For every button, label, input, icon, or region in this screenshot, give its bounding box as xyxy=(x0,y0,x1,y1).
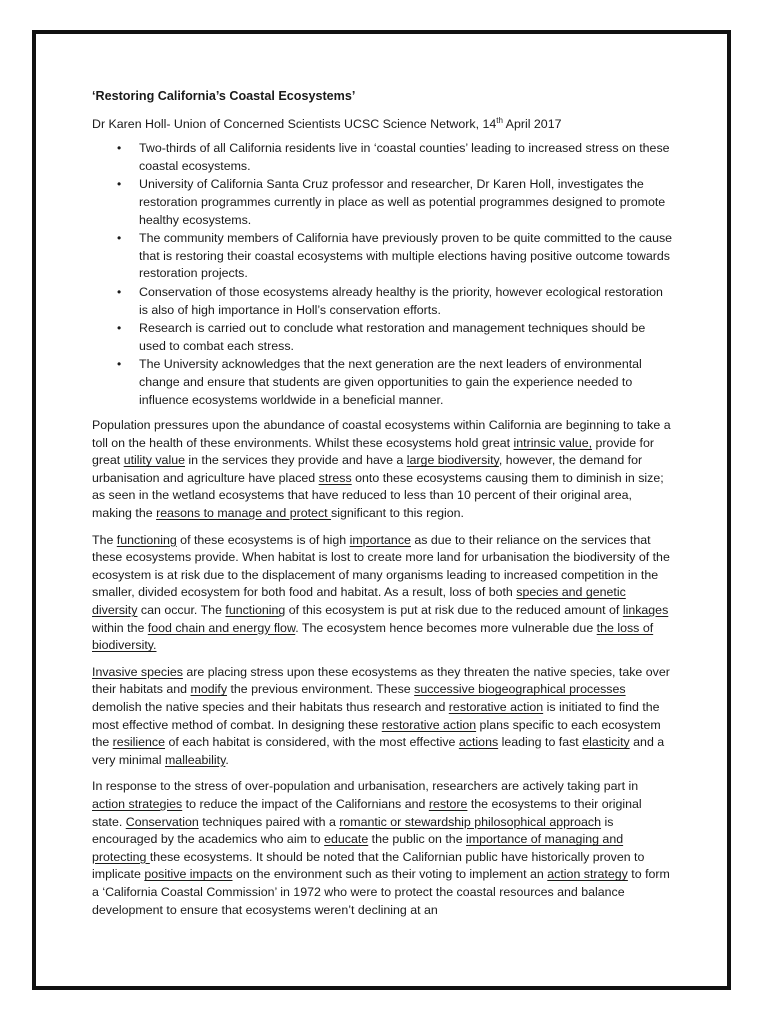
key-term: utility value xyxy=(123,453,185,468)
document-body xyxy=(92,88,674,928)
key-term: Invasive species xyxy=(92,664,183,679)
bullet-text: Two-thirds of all California residents live in ‘coastal counties’ leading to increased stress on these coastal ecosystems. xyxy=(139,141,670,173)
key-term: positive impacts xyxy=(144,867,233,882)
paragraph-text: is initiated to find the most effective method of combat. In designing these xyxy=(92,700,660,732)
bullet-dot-icon: • xyxy=(117,284,122,299)
key-term: linkages xyxy=(622,603,669,618)
key-term: action strategies xyxy=(92,796,183,811)
paragraph-text: the previous environment. These xyxy=(227,682,415,697)
paragraph-text: onto these ecosystems causing them to diminish in size; as seen in the wetland ecosystems that have reduced to less than 10 percent of their original area, making the xyxy=(92,470,664,521)
paragraph-text: within the xyxy=(92,620,148,635)
subtitle-date-suffix: April 2017 xyxy=(502,116,562,131)
paragraph-text: of this ecosystem is put at risk due to the reduced amount of xyxy=(285,603,623,618)
paragraph-text: . xyxy=(225,752,229,767)
bullet-item xyxy=(92,284,674,319)
subtitle-superscript: th xyxy=(496,115,503,125)
bullet-dot-icon: • xyxy=(117,357,122,372)
bullet-text: Conservation of those ecosystems already healthy is the priority, however ecological restoration is also of high importance in Holl’s conservation efforts. xyxy=(139,284,663,317)
paragraph-text: to form a ‘California Coastal Commission’ in 1972 who were to protect the coastal resources and balance development to ensure that ecosystems weren’t declining at an xyxy=(92,867,670,917)
bullet-dot-icon: • xyxy=(117,177,122,192)
subtitle-text: Dr Karen Holl- Union of Concerned Scientists UCSC Science Network, 14 xyxy=(92,116,497,131)
key-term: functioning xyxy=(116,532,177,547)
bullet-dot-icon: • xyxy=(117,321,122,336)
key-term: large biodiversity xyxy=(406,453,499,468)
key-term: romantic or stewardship philosophical approach xyxy=(339,814,602,829)
document-title: ‘Restoring California’s Coastal Ecosystems’ xyxy=(92,89,356,103)
key-term: species and genetic diversity xyxy=(92,585,626,618)
paragraph-text: . The ecosystem hence becomes more vulnerable due xyxy=(295,620,597,635)
key-term: food chain and energy flow xyxy=(147,620,296,635)
paragraph-functioning xyxy=(92,532,674,655)
paragraph-invasive-species xyxy=(92,664,674,770)
key-term: successive biogeographical processes xyxy=(414,682,626,697)
key-term: the loss of biodiversity. xyxy=(92,620,654,653)
paragraph-text: The xyxy=(92,532,117,547)
paragraph-text: demolish the native species and their habitats thus research and xyxy=(92,700,449,714)
key-term: functioning xyxy=(225,603,286,618)
key-term: malleability xyxy=(164,752,226,767)
bullet-dot-icon: • xyxy=(117,231,122,246)
paragraph-text: of each habitat is considered, with the most effective xyxy=(165,735,459,750)
paragraph-text: the public on the xyxy=(368,832,467,847)
bullet-item xyxy=(92,320,674,355)
paragraph-response-strategies xyxy=(92,778,674,919)
paragraph-text: as due to their reliance on the services that these ecosystems provide. When habitat is lost to create more land for urbanisation the biodiversity of the ecosystem is at risk due to the displacement of many organisms leading to increased competition in the smaller, divided ecosystem for both food and habitat. As a result, loss of both xyxy=(92,532,670,600)
bullet-text: The University acknowledges that the next generation are the next leaders of environmental change and ensure that students are given opportunities to gain the experience needed to influence ecosystems worldwide in a beneficial manner. xyxy=(139,357,642,407)
paragraph-text: are placing stress upon these ecosystems as they threaten the native species, take over their habitats and xyxy=(92,664,670,697)
paragraph-text: plans specific to each ecosystem the xyxy=(92,717,661,750)
paragraph-text: leading to fast xyxy=(498,735,583,750)
bullet-text: University of California Santa Cruz professor and researcher, Dr Karen Holl, investigates the restoration programmes currently in place as well as potential programmes designed to promote healthy ecosystems. xyxy=(139,177,666,227)
paragraph-text: techniques paired with a xyxy=(198,814,340,829)
paragraph-population-pressures xyxy=(92,417,674,523)
bullet-item xyxy=(92,140,674,175)
key-term: intrinsic value, xyxy=(513,435,593,450)
paragraph-text: is encouraged by the academics who aim to xyxy=(92,814,614,847)
paragraph-text: in the services they provide and have a xyxy=(184,453,407,468)
bullet-dot-icon: • xyxy=(117,141,122,156)
key-term: elasticity xyxy=(582,735,630,750)
summary-bullet-list xyxy=(92,140,674,409)
key-term: importance xyxy=(349,532,411,547)
key-term: stress xyxy=(318,470,352,485)
key-term: resilience xyxy=(112,735,166,750)
paragraph-text: the ecosystems to their original state. xyxy=(92,796,642,829)
key-term: importance of managing and protecting xyxy=(92,832,624,864)
key-term: Conservation xyxy=(125,814,199,829)
key-term: restorative action xyxy=(448,700,544,714)
paragraph-text: provide for great xyxy=(92,435,655,468)
bullet-text: Research is carried out to conclude what restoration and management techniques should be used to combat each stress. xyxy=(139,321,646,353)
paragraph-text: Population pressures upon the abundance of coastal ecosystems within California are beginning to take a toll on the health of these environments. Whilst these ecosystems hold great xyxy=(92,418,671,450)
paragraph-text: of these ecosystems is of high xyxy=(176,532,350,547)
key-term: restorative action xyxy=(381,717,477,732)
paragraph-text: In response to the stress of over-population and urbanisation, researchers are actively taking part in xyxy=(92,779,639,794)
key-term: actions xyxy=(458,735,499,750)
bullet-item xyxy=(92,176,674,229)
paragraph-text: , however, the demand for urbanisation and agriculture have placed xyxy=(92,453,643,485)
paragraph-text: these ecosystems. It should be noted that the Californian public have historically proven to implicate xyxy=(92,849,645,882)
key-term: reasons to manage and protect xyxy=(156,506,332,521)
bullet-item xyxy=(92,356,674,409)
bullet-text: The community members of California have previously proven to be quite committed to the cause that is restoring their coastal ecosystems with multiple elections having positive outcome towards restoration projects. xyxy=(139,231,673,281)
paragraph-text: and a very minimal xyxy=(92,735,665,767)
paragraph-text: on the environment such as their voting to implement an xyxy=(232,867,548,882)
key-term: action strategy xyxy=(547,867,628,882)
key-term: modify xyxy=(190,682,228,697)
paragraph-text: to reduce the impact of the Californians and xyxy=(182,796,429,811)
key-term: educate xyxy=(324,832,369,847)
bullet-item xyxy=(92,230,674,283)
paragraph-text: significant to this region. xyxy=(331,506,464,521)
paragraph-text: can occur. The xyxy=(137,603,226,618)
document-subtitle xyxy=(92,116,674,134)
key-term: restore xyxy=(428,796,468,811)
